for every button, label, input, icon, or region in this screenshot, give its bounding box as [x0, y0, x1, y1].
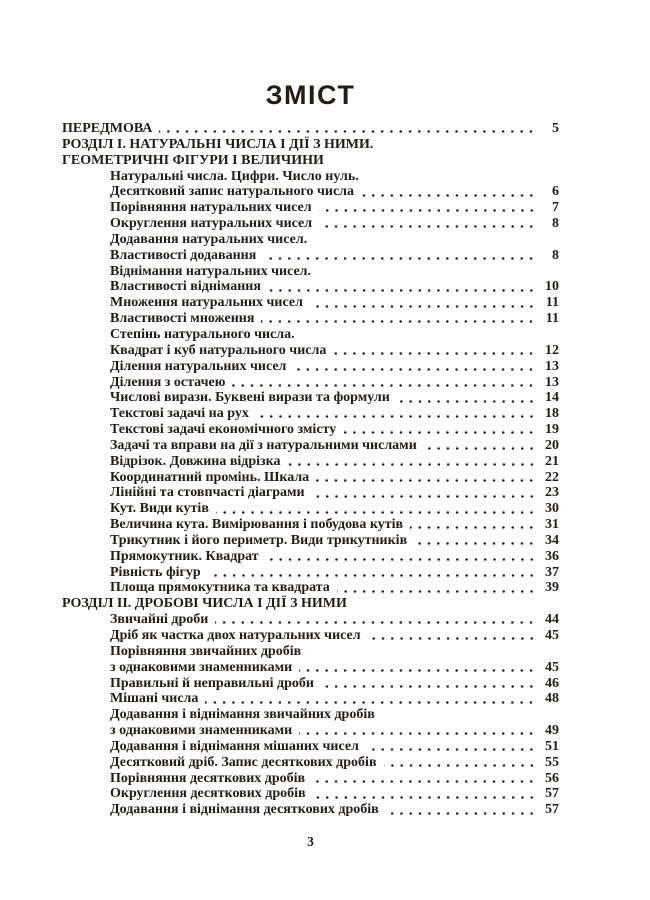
- toc-entry: [62, 470, 559, 486]
- toc-entry-label: Порівняння натуральних чисел: [110, 200, 312, 216]
- toc-entry-label: Текстові задачі на рух: [110, 406, 249, 422]
- toc-entry-label: Ділення натуральних чисел: [110, 358, 287, 374]
- dot-leader: [288, 454, 537, 470]
- toc-entry: [62, 771, 559, 787]
- dot-leader: [333, 343, 537, 359]
- dot-leader: [414, 533, 537, 549]
- dot-leader: [410, 517, 537, 533]
- dot-leader: [319, 216, 537, 232]
- dot-leader: [382, 707, 558, 723]
- dot-leader: [263, 248, 537, 264]
- dot-leader: [299, 723, 537, 739]
- toc-entry-page: 11: [545, 295, 559, 311]
- toc-entry-page: 55: [545, 754, 559, 770]
- dot-leader: [268, 279, 537, 295]
- dot-leader: [361, 184, 537, 200]
- toc-entry-label: Натуральні числа. Цифри. Число нуль.: [110, 168, 359, 184]
- toc-entry: [62, 707, 559, 723]
- dot-leader: [310, 295, 537, 311]
- toc-entry-label: Додавання натуральних чисел.: [110, 231, 308, 247]
- dot-leader: [386, 802, 537, 818]
- toc-entry-page: 44: [545, 612, 559, 628]
- toc-entry-label: Квадрат і куб натурального числа: [110, 342, 327, 358]
- dot-leader: [321, 676, 537, 692]
- toc-entry: [62, 137, 559, 153]
- toc-entry-label: Додавання і віднімання мішаних чисел: [110, 738, 359, 754]
- toc-entry: [62, 327, 559, 343]
- toc-entry-label: Мішані числа: [110, 691, 199, 707]
- dot-leader: [424, 438, 537, 454]
- toc-entry-label: Віднімання натуральних чисел.: [110, 263, 312, 279]
- toc-entry: [62, 169, 559, 185]
- toc-entry-page: 21: [545, 453, 559, 469]
- toc-entry-label: Кут. Види кутів: [110, 501, 209, 517]
- toc-entry: [62, 580, 559, 596]
- toc-entry: [62, 533, 559, 549]
- toc-entry: [62, 802, 559, 818]
- toc-entry: [62, 660, 559, 676]
- toc-entry: [62, 549, 559, 565]
- toc-entry: [62, 232, 559, 248]
- toc-entry: [62, 406, 559, 422]
- toc-entry-page: 18: [545, 406, 559, 422]
- toc-entry-page: 30: [545, 501, 559, 517]
- toc-entry-label: Прямокутник. Квадрат: [110, 548, 259, 564]
- dot-leader: [319, 200, 537, 216]
- toc-entry-label: Дріб як частка двох натуральних чисел: [110, 628, 361, 643]
- toc-entry-page: 8: [552, 247, 559, 263]
- toc-entry-label: Рівність фігур: [110, 564, 201, 580]
- toc-entry-label: Текстові задачі економічного змісту: [110, 422, 337, 438]
- toc-entry-page: 19: [545, 422, 559, 438]
- dot-leader: [368, 628, 537, 644]
- toc-entry-label: Координатний промінь. Шкала: [110, 469, 310, 485]
- toc-entry-page: 8: [552, 216, 559, 232]
- toc-entry-label: Десятковий запис натурального числа: [110, 184, 355, 200]
- toc-entry-label: Десятковий дріб. Запис десяткових дробів: [110, 754, 377, 770]
- toc-entry-label: з однаковими знаменниками: [110, 723, 293, 739]
- toc-entry-label: Степінь натурального числа.: [110, 326, 295, 342]
- toc-entry-page: 37: [545, 564, 559, 580]
- dot-leader: [308, 644, 558, 660]
- toc-entry: [62, 644, 559, 660]
- dot-leader: [384, 755, 538, 771]
- toc-entry-page: 11: [545, 311, 559, 327]
- dot-leader: [314, 232, 558, 248]
- toc-entry: [62, 485, 559, 501]
- dot-leader: [366, 169, 558, 185]
- toc-entry-label: Властивості множення: [110, 311, 255, 327]
- toc-entry: [62, 723, 559, 739]
- toc-entry-label: РОЗДІЛ ІІ. ДРОБОВІ ЧИСЛА І ДІЇ З НИМИ: [62, 596, 347, 612]
- toc-entry: [62, 739, 559, 755]
- toc-entry-page: 57: [545, 802, 559, 818]
- page-number: 3: [307, 834, 314, 849]
- toc-entry-label: Ділення з остачею: [110, 374, 226, 390]
- dot-leader: [337, 580, 537, 596]
- dot-leader: [302, 327, 558, 343]
- dot-leader: [316, 470, 537, 486]
- toc-entry: [62, 676, 559, 692]
- toc-entry-page: 7: [552, 200, 559, 216]
- toc-entry-label: Величина кута. Вимірювання і побудова кутів: [110, 517, 404, 533]
- dot-leader: [331, 153, 558, 169]
- toc-entry-label: РОЗДІЛ І. НАТУРАЛЬНІ ЧИСЛА І ДІЇ З НИМИ.: [62, 136, 374, 152]
- toc-entry-page: 6: [552, 184, 559, 200]
- toc-entry-page: 46: [545, 675, 559, 691]
- toc-entry-label: Властивості додавання: [110, 247, 257, 263]
- dot-leader: [293, 359, 537, 375]
- toc-entry: [62, 691, 559, 707]
- dot-leader: [318, 264, 558, 280]
- toc-entry-page: 23: [545, 485, 559, 501]
- toc-entry: [62, 755, 559, 771]
- toc-entry-label: ПЕРЕДМОВА: [62, 121, 153, 136]
- toc-entry-label: Додавання і віднімання звичайних дробів: [110, 707, 375, 723]
- toc-entry: [62, 311, 559, 327]
- toc-entry-label: Площа прямокутника та квадрата: [110, 580, 330, 596]
- toc-entry: [62, 501, 559, 517]
- toc-entry-page: 13: [545, 358, 559, 374]
- toc-entry: [62, 359, 559, 375]
- toc-entry-label: Округлення натуральних чисел: [110, 216, 313, 232]
- dot-leader: [312, 485, 537, 501]
- dot-leader: [232, 375, 537, 391]
- toc-entry: [62, 596, 559, 612]
- toc-entry: [62, 121, 559, 137]
- toc-entry-label: Правильні й неправильні дроби: [110, 675, 314, 691]
- toc-entry: [62, 153, 559, 169]
- toc-entry: [62, 279, 559, 295]
- dot-leader: [261, 311, 537, 327]
- dot-leader: [216, 501, 537, 517]
- dot-leader: [215, 612, 537, 628]
- toc-entry-page: 5: [552, 121, 559, 136]
- toc-entry-page: 12: [545, 342, 559, 358]
- dot-leader: [397, 390, 537, 406]
- toc-entry-page: 51: [545, 738, 559, 754]
- toc-entry-page: 45: [545, 628, 559, 643]
- toc-entry: [62, 422, 559, 438]
- dot-leader: [299, 660, 537, 676]
- toc-entry: [62, 343, 559, 359]
- dot-leader: [159, 121, 537, 137]
- toc-entry-label: Лінійні та стовпчасті діаграми: [110, 485, 305, 501]
- toc-entry-label: ГЕОМЕТРИЧНІ ФІГУРИ І ВЕЛИЧИНИ: [62, 152, 324, 168]
- toc-entry-page: 49: [545, 723, 559, 739]
- toc-entry-page: 31: [545, 517, 559, 533]
- toc-entry-page: 34: [545, 532, 559, 548]
- dot-leader: [312, 771, 537, 787]
- toc-entry-label: Числові вирази. Буквені вирази та формули: [110, 390, 390, 406]
- toc-entry-label: Задачі та вправи на дії з натуральними числами: [110, 437, 417, 453]
- dot-leader: [366, 739, 537, 755]
- toc-entry-label: Трикутник і його периметр. Види трикутників: [110, 532, 408, 548]
- toc-entry-label: Властивості віднімання: [110, 279, 261, 295]
- toc-entry-label: з однаковими знаменниками: [110, 659, 293, 675]
- toc-entry: [62, 295, 559, 311]
- toc-entry-page: 45: [545, 659, 559, 675]
- toc-entry: [62, 565, 559, 581]
- toc-entry: [62, 216, 559, 232]
- toc-entry-page: 10: [545, 279, 559, 295]
- toc-list: [62, 121, 559, 818]
- toc-entry: [62, 264, 559, 280]
- dot-leader: [208, 565, 537, 581]
- toc-entry-page: 56: [545, 770, 559, 786]
- toc-entry: [62, 184, 559, 200]
- dot-leader: [205, 691, 537, 707]
- toc-entry-page: 48: [545, 691, 559, 707]
- toc-entry: [62, 375, 559, 391]
- toc-entry: [62, 517, 559, 533]
- toc-entry-page: 57: [545, 786, 559, 802]
- page-title: ЗМІСТ: [265, 80, 356, 110]
- toc-entry-label: Звичайні дроби: [110, 612, 209, 628]
- toc-entry-label: Порівняння десяткових дробів: [110, 770, 306, 786]
- toc-entry: [62, 248, 559, 264]
- toc-entry-label: Порівняння звичайних дробів: [110, 643, 302, 659]
- toc-entry-label: Округлення десяткових дробів: [110, 786, 306, 802]
- toc-entry: [62, 786, 559, 802]
- toc-entry-label: Додавання і віднімання десяткових дробів: [110, 802, 379, 818]
- dot-leader: [343, 422, 537, 438]
- toc-entry-page: 22: [545, 469, 559, 485]
- toc-entry-page: 14: [545, 390, 559, 406]
- toc-entry: [62, 612, 559, 628]
- toc-entry-page: 13: [545, 374, 559, 390]
- dot-leader: [266, 549, 537, 565]
- toc-entry-label: Множення натуральних чисел: [110, 295, 303, 311]
- toc-entry: [62, 390, 559, 406]
- toc-entry: [62, 438, 559, 454]
- toc-entry-label: Відрізок. Довжина відрізка: [110, 453, 281, 469]
- dot-leader: [256, 406, 537, 422]
- dot-leader: [313, 786, 537, 802]
- dot-leader: [380, 137, 558, 153]
- toc-entry: [62, 200, 559, 216]
- dot-leader: [354, 596, 558, 612]
- toc-entry-page: 39: [545, 580, 559, 596]
- toc-entry: [62, 454, 559, 470]
- toc-entry-page: 20: [545, 437, 559, 453]
- toc-entry-page: 36: [545, 548, 559, 564]
- toc-entry: [62, 628, 559, 644]
